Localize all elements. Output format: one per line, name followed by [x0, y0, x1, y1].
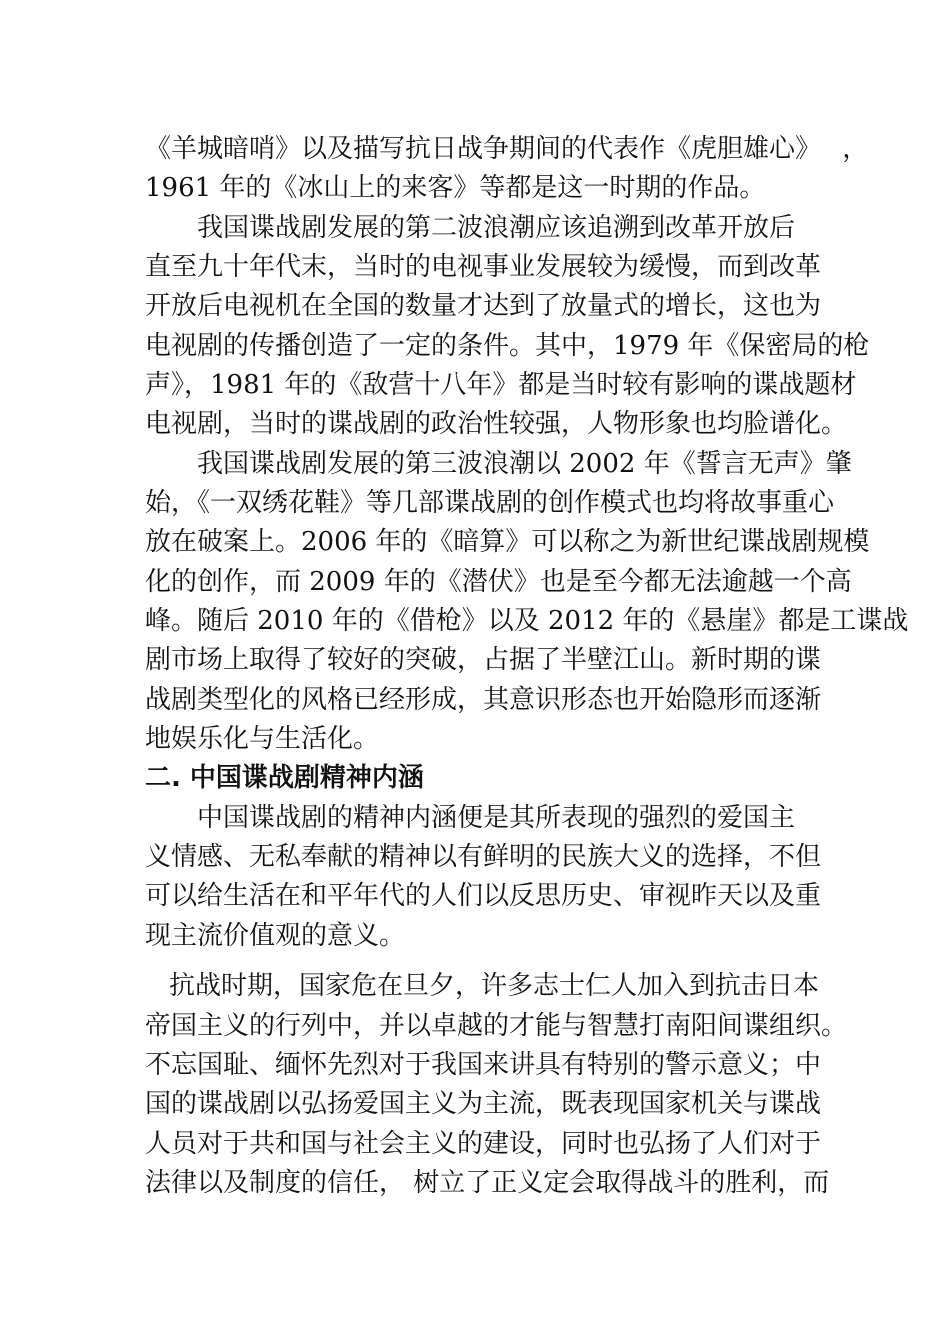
text-line: 抗战时期，国家危在旦夕，许多志士仁人加入到抗击日本: [169, 971, 820, 1001]
text-line: 1961 年的《冰山上的来客》等都是这一时期的作品。: [145, 173, 766, 203]
text-line: 我国谍战剧发展的第三波浪潮以 2002 年《誓言无声》肇: [197, 449, 852, 479]
text-line: 峰。随后 2010 年的《借枪》以及 2012 年的《悬崖》都是工谍战: [145, 606, 909, 636]
text-line: 帝国主义的行列中，并以卓越的才能与智慧打南阳间谍组织。: [145, 1011, 848, 1041]
text-line: 地娱乐化与生活化。: [145, 724, 380, 754]
text-line: 法律以及制度的信任， 树立了正义定会取得战斗的胜利，而: [145, 1168, 830, 1198]
text-line: 声》，1981 年的《敌营十八年》都是当时较有影响的谍战题材: [145, 370, 857, 400]
text-line: 电视剧的传播创造了一定的条件。其中，1979 年《保密局的枪: [145, 331, 870, 361]
text-line: 可以给生活在和平年代的人们以反思历史、审视昨天以及重: [145, 881, 822, 911]
text-line: 电视剧，当时的谍战剧的政治性较强，人物形象也均脸谱化。: [145, 409, 848, 439]
text-line: 义情感、无私奉献的精神以有鲜明的民族大义的选择，不但: [145, 842, 822, 872]
text-line: 国的谍战剧以弘扬爱国主义为主流，既表现国家机关与谍战: [145, 1089, 822, 1119]
text-line: 直至九十年代末，当时的电视事业发展较为缓慢，而到改革: [145, 252, 822, 282]
text-line: 放在破案上。2006 年的《暗算》可以称之为新世纪谍战剧规模: [145, 527, 870, 557]
section-heading: 二. 中国谍战剧精神内涵: [145, 763, 424, 793]
text-line: 不忘国耻、缅怀先烈对于我国来讲具有特别的警示意义；中: [145, 1050, 822, 1080]
text-line: 战剧类型化的风格已经形成，其意识形态也开始隐形而逐渐: [145, 685, 822, 715]
text-line: 剧市场上取得了较好的突破，占据了半壁江山。新时期的谍: [145, 645, 822, 675]
text-line: 人员对于共和国与社会主义的建设，同时也弘扬了人们对于: [145, 1129, 822, 1159]
text-line: 开放后电视机在全国的数量才达到了放量式的增长，这也为: [145, 291, 822, 321]
text-line: 始，《一双绣花鞋》等几部谍战剧的创作模式也均将故事重心: [145, 488, 835, 518]
text-line: 现主流价值观的意义。: [145, 921, 406, 951]
text-line: 《羊城暗哨》以及描写抗日战争期间的代表作《虎胆雄心》 ，: [145, 134, 869, 164]
text-line: 我国谍战剧发展的第二波浪潮应该追溯到改革开放后: [197, 213, 796, 243]
text-line: 中国谍战剧的精神内涵便是其所表现的强烈的爱国主: [197, 803, 796, 833]
text-line: 化的创作，而 2009 年的《潜伏》也是至今都无法逾越一个高: [145, 567, 852, 597]
